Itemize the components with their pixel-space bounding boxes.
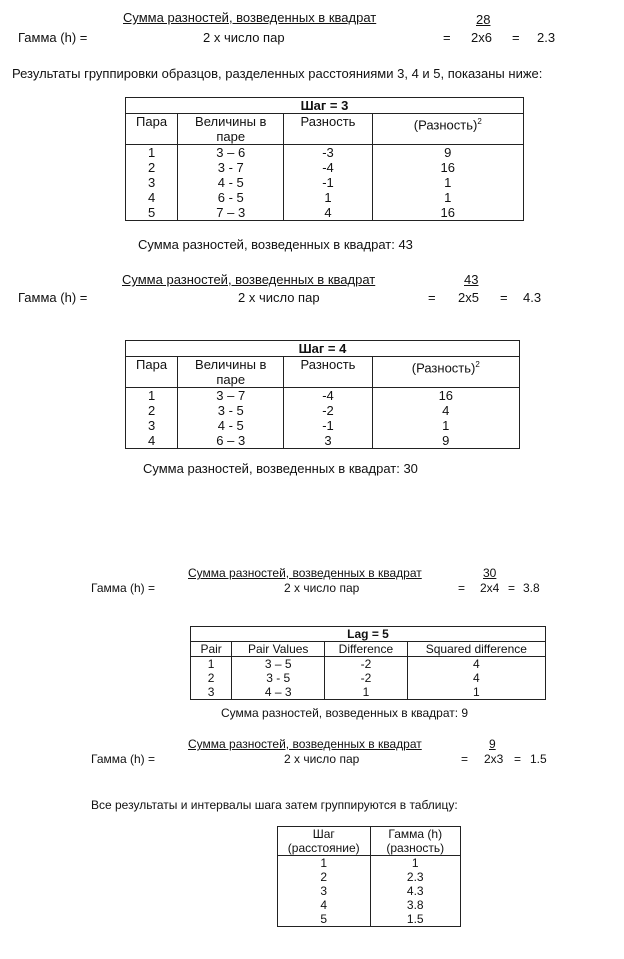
calc-denominator: 2x3 <box>484 752 504 766</box>
table-row: 3 4 - 5 -1 1 <box>126 175 524 190</box>
col-header: Гамма (h) (разность) <box>370 827 461 856</box>
table-row: 3 4.3 <box>278 884 461 898</box>
intro-text: Результаты группировки образцов, разделенных расстояниями 3, 4 и 5, показаны ниже: <box>12 66 543 81</box>
table-row: 2 3 - 5 -2 4 <box>191 671 546 685</box>
sum-line: Сумма разностей, возведенных в квадрат: 9 <box>221 706 469 720</box>
table-row: 2 3 - 5 -2 4 <box>126 403 520 418</box>
table-row: 1 3 – 7 -4 16 <box>126 388 520 404</box>
calc-result: 4.3 <box>523 290 542 305</box>
table-row: 4 3.8 <box>278 898 461 912</box>
summary-intro: Все результаты и интервалы шага затем группируются в таблицу: <box>91 798 458 812</box>
calc-denominator: 2x4 <box>480 581 500 595</box>
formula-numerator: Сумма разностей, возведенных в квадрат <box>122 272 376 287</box>
table-row: 4 6 – 3 3 9 <box>126 433 520 449</box>
lag4-table <box>125 340 520 449</box>
table-row: 5 1.5 <box>278 912 461 927</box>
col-header: Величины в паре <box>178 114 284 145</box>
formula-numerator: Сумма разностей, возведенных в квадрат <box>123 10 377 25</box>
col-header: Пара <box>126 357 178 388</box>
formula-gamma-label: Гамма (h) = <box>18 290 88 305</box>
col-header: Pair <box>191 642 232 657</box>
formula-numerator: Сумма разностей, возведенных в квадрат <box>188 566 422 580</box>
col-header: (Разность)$^2$ <box>372 357 519 388</box>
table-row: 2 3 - 7 -4 16 <box>126 160 524 175</box>
calc-denominator: 2x6 <box>471 30 492 45</box>
calc-equals: = <box>512 30 520 45</box>
formula-gamma-label: Гамма (h) = <box>91 752 156 766</box>
formula-gamma-label: Гамма (h) = <box>18 30 88 45</box>
table-row: 3 4 - 5 -1 1 <box>126 418 520 433</box>
table-title: Lag = 5 <box>191 627 546 642</box>
formula-numerator: Сумма разностей, возведенных в квадрат <box>188 737 422 751</box>
calc-numerator: 28 <box>476 12 491 27</box>
calc-result: 2.3 <box>537 30 556 45</box>
calc-result: 1.5 <box>530 752 547 766</box>
col-header: Разность <box>284 357 372 388</box>
sum-line: Сумма разностей, возведенных в квадрат: 43 <box>138 237 413 252</box>
table-row: 1 3 – 6 -3 9 <box>126 145 524 161</box>
table-row: 1 1 <box>278 856 461 871</box>
col-header: Величины в паре <box>178 357 284 388</box>
col-header: Pair Values <box>232 642 325 657</box>
formula-denominator: 2 x число пар <box>284 581 360 595</box>
col-header: Шаг (расстояние) <box>278 827 371 856</box>
calc-equals: = <box>508 581 516 595</box>
col-header: Difference <box>325 642 408 657</box>
lag5-table <box>190 626 546 700</box>
calc-numerator: 30 <box>483 566 497 580</box>
table-title: Шаг = 3 <box>126 98 524 114</box>
calc-result: 3.8 <box>523 581 540 595</box>
formula-equals: = <box>461 752 469 766</box>
table-row: 4 6 - 5 1 1 <box>126 190 524 205</box>
calc-denominator: 2x5 <box>458 290 479 305</box>
formula-equals: = <box>428 290 436 305</box>
table-row: 2 2.3 <box>278 870 461 884</box>
formula-denominator: 2 x число пар <box>238 290 320 305</box>
formula-equals: = <box>458 581 466 595</box>
table-title: Шаг = 4 <box>126 341 520 357</box>
table-row: 1 3 – 5 -2 4 <box>191 657 546 672</box>
sum-line: Сумма разностей, возведенных в квадрат: 30 <box>143 461 418 476</box>
col-header: (Разность)$^2$ <box>372 114 523 145</box>
col-header: Разность <box>284 114 372 145</box>
calc-equals: = <box>514 752 522 766</box>
col-header: Squared difference <box>407 642 545 657</box>
calc-numerator: 43 <box>464 272 479 287</box>
table-row: 3 4 – 3 1 1 <box>191 685 546 700</box>
summary-table <box>277 826 461 927</box>
formula-equals: = <box>443 30 451 45</box>
formula-gamma-label: Гамма (h) = <box>91 581 156 595</box>
formula-denominator: 2 x число пар <box>284 752 360 766</box>
calc-numerator: 9 <box>489 737 496 751</box>
lag3-table <box>125 97 524 221</box>
calc-equals: = <box>500 290 508 305</box>
formula-denominator: 2 x число пар <box>203 30 285 45</box>
col-header: Пара <box>126 114 178 145</box>
table-row: 5 7 – 3 4 16 <box>126 205 524 221</box>
